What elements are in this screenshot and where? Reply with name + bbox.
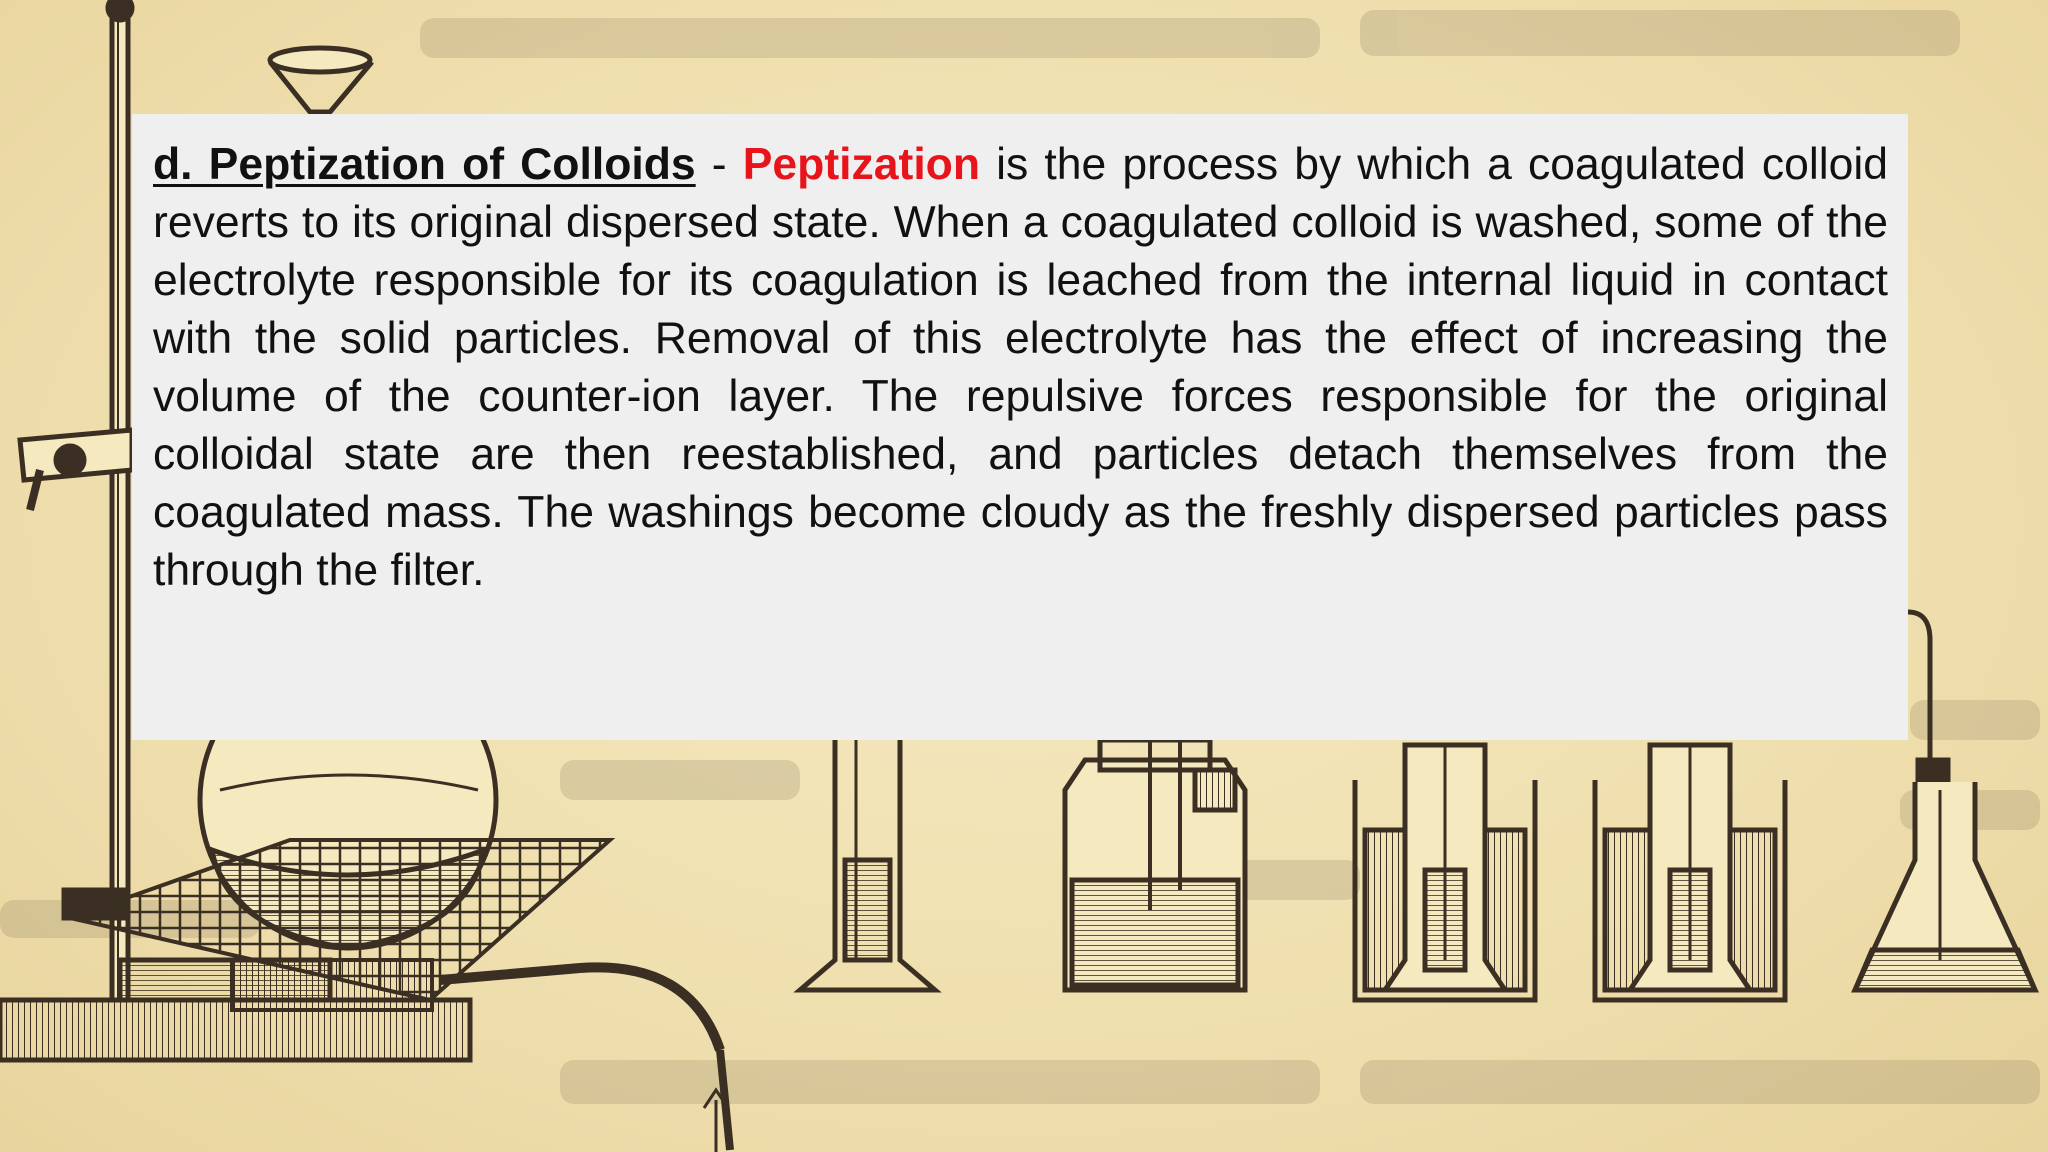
- definition-text: is the process by which a coagulated colloid reverts to its original dispersed state. When a coagulated colloid is washed, some of the electrolyte responsible for its coagulation is leached from the internal liquid in contact with the solid particles. Removal of this electrolyte has the effect of increasing the volume of the counter-ion layer. The repulsive forces responsible for the original colloidal state are then reestablished, and particles detach themselves from the coagulated mass. The washings become cloudy as the freshly dispersed particles pass through the filter.: [153, 140, 1889, 595]
- water-bath-tube-1: [1355, 745, 1535, 1000]
- heading-separator: -: [695, 140, 743, 189]
- key-term: Peptization: [742, 140, 981, 189]
- section-heading: d. Peptization of Colloids: [153, 140, 696, 189]
- wash-bottle: [1065, 740, 1245, 990]
- water-bath-tube-2: [1595, 745, 1785, 1000]
- body-paragraph: [153, 136, 1888, 600]
- graduated-cylinder: [800, 740, 935, 990]
- text-panel: [132, 114, 1908, 740]
